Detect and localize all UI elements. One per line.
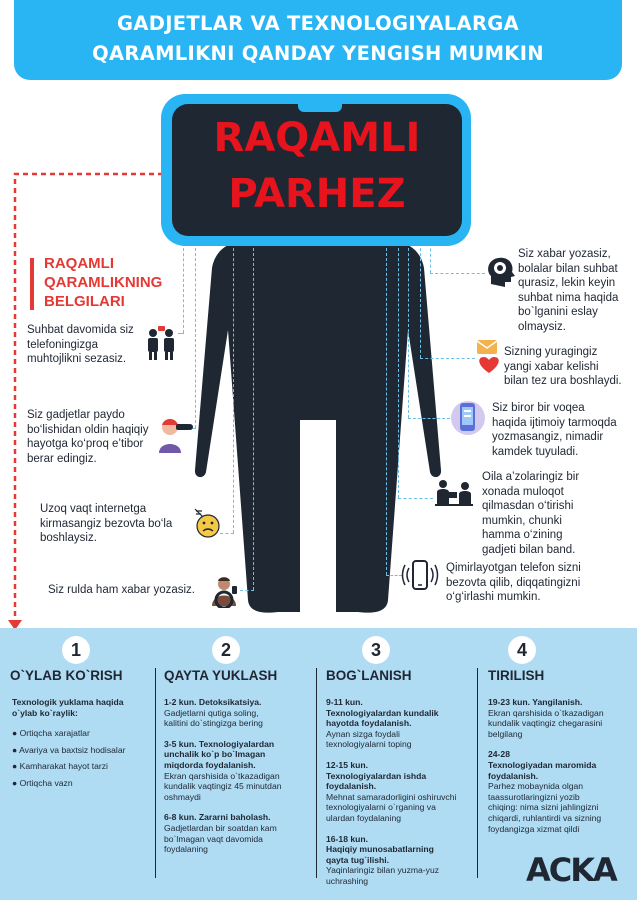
no-wifi-sad-icon	[192, 508, 224, 540]
vibrating-phone-icon	[400, 559, 440, 593]
binoculars-person-icon	[156, 415, 194, 453]
sign-left-2: Siz gadjetlar paydo bo‘lishidan oldin haqiqiy hayotga ko‘proq e’tibor berar edingiz.	[27, 409, 149, 465]
signs-title-line1: RAQAMLI	[44, 255, 114, 272]
step-2-title: QAYTA YUKLASH	[164, 668, 278, 683]
column-divider	[316, 668, 317, 878]
step-2-number: 2	[212, 636, 240, 664]
header-title-line1: GADJETLAR VA TEXNOLOGIYALARGA	[117, 12, 519, 35]
bullet-item: ● Ortiqcha vazn	[12, 777, 73, 788]
acka-logo: ACKA	[526, 851, 616, 889]
driver-phone-icon	[204, 574, 244, 608]
phone-title-line2: PARHEZ	[228, 171, 406, 217]
step-4-items: 19-23 kun. Yangilanish. Ekran qarshisida o`tkazadigan kundalik vaqtingiz chegarasini belgilang 24-28 Texnologiyadan maromida foydalanish. Parhez mobaynida olgan taassurotlaringizni yozib chiqing: nima sizni jahlingizni chiqardi, ruhlantirdi va sizning foydangizga xizmat qildi	[488, 697, 604, 834]
people-talking-icon	[143, 325, 179, 361]
step-1-title: O`YLAB KO`RISH	[10, 668, 123, 683]
sign-right-4: Oila a’zolaringiz bir xonada muloqot qilmasdan o‘tirishi mumkin, chunki hamma o‘zining gadjeti bilan band.	[482, 471, 580, 556]
phone-title-line1: RAQAMLI	[213, 115, 421, 161]
signs-title-bar	[30, 258, 34, 310]
bullet-item: ● Kamharakat hayot tarzi	[12, 761, 108, 772]
family-gadgets-icon	[433, 478, 475, 510]
column-divider	[477, 668, 478, 878]
sign-right-5: Qimirlayotgan telefon sizni bezovta qilib, diqqatingizni o‘g‘irlashi mumkin.	[446, 562, 581, 603]
signs-title-line3: BELGILARI	[44, 293, 125, 310]
sign-left-3: Uzoq vaqt internetga kirmasangiz bezovta bo‘la boshlaysiz.	[40, 503, 173, 544]
phone-social-icon	[450, 398, 486, 438]
signs-title-line2: QARAMLIKNING	[44, 274, 163, 291]
header-title-line2: QARAMLIKNI QANDAY YENGISH MUMKIN	[92, 42, 544, 65]
column-divider	[155, 668, 156, 878]
signs-title	[44, 254, 162, 311]
step-3-title: BOG`LANISH	[326, 668, 412, 683]
sign-left-1: Suhbat davomida siz telefoningizga muhtojlikni sezasiz.	[27, 324, 134, 365]
sign-right-3: Siz biror bir voqea haqida ijtimoiy tarmoqda yozmasangiz, nimadir kamdek tuyuladi.	[492, 402, 617, 458]
bullet-item: ● Ortiqcha xarajatlar	[12, 728, 90, 738]
head-brain-icon	[484, 254, 518, 288]
step-1-number: 1	[62, 636, 90, 664]
step-1-bullets	[12, 728, 152, 788]
step-3-number: 3	[362, 636, 390, 664]
phone-title	[172, 110, 462, 222]
step-1-subtitle: Texnologik yuklama haqida o`ylab ko`raylik:	[12, 697, 124, 718]
step-4-number: 4	[508, 636, 536, 664]
sign-right-1: Siz xabar yozasiz, bolalar bilan suhbat qurasiz, lekin keyin suhbat nima haqida bo`lganini eslay olmaysiz.	[518, 248, 619, 333]
bullet-item: ● Avariya va baxtsiz hodisalar	[12, 744, 126, 755]
step-2-items: 1-2 kun. Detoksikatsiya. Gadjetlarni qutiga soling, kalitini do`stingizga bering 3-5 kun. Texnologiyalardan unchalik ko`p bo`lmagan miqdorda foydalanish. Ekran qarshisida o`tkazadigan kundalik vaqtingiz 45 minutdan oshmaydi 6-8 kun. Zararni baholash. Gadjetlardan bir soatdan kam bo`lmagan vaqt davomida foydalaning	[164, 697, 282, 855]
step-4-title: TIRILISH	[488, 668, 545, 683]
envelope-heart-icon	[475, 338, 503, 374]
sign-right-2: Sizning yuragingiz yangi xabar kelishi bilan tez ura boshlaydi.	[504, 346, 622, 387]
sign-left-4: Siz rulda ham xabar yozasiz.	[48, 584, 196, 596]
step-3-items: 9-11 kun. Texnologiyalardan kundalik hayotda foydalanish. Aynan sizga foydali texnologiyalarni toping 12-15 kun. Texnologiyalardan ishda foydalanish. Mehnat samaradorligini oshiruvchi texnologiyalarni o`rganing va ulardan foydalaning 16-18 kun. Haqiqiy munosabatlarning qayta tug`ilishi. Yaqinlaringiz bilan yuzma-yuz uchrashing	[326, 697, 457, 886]
